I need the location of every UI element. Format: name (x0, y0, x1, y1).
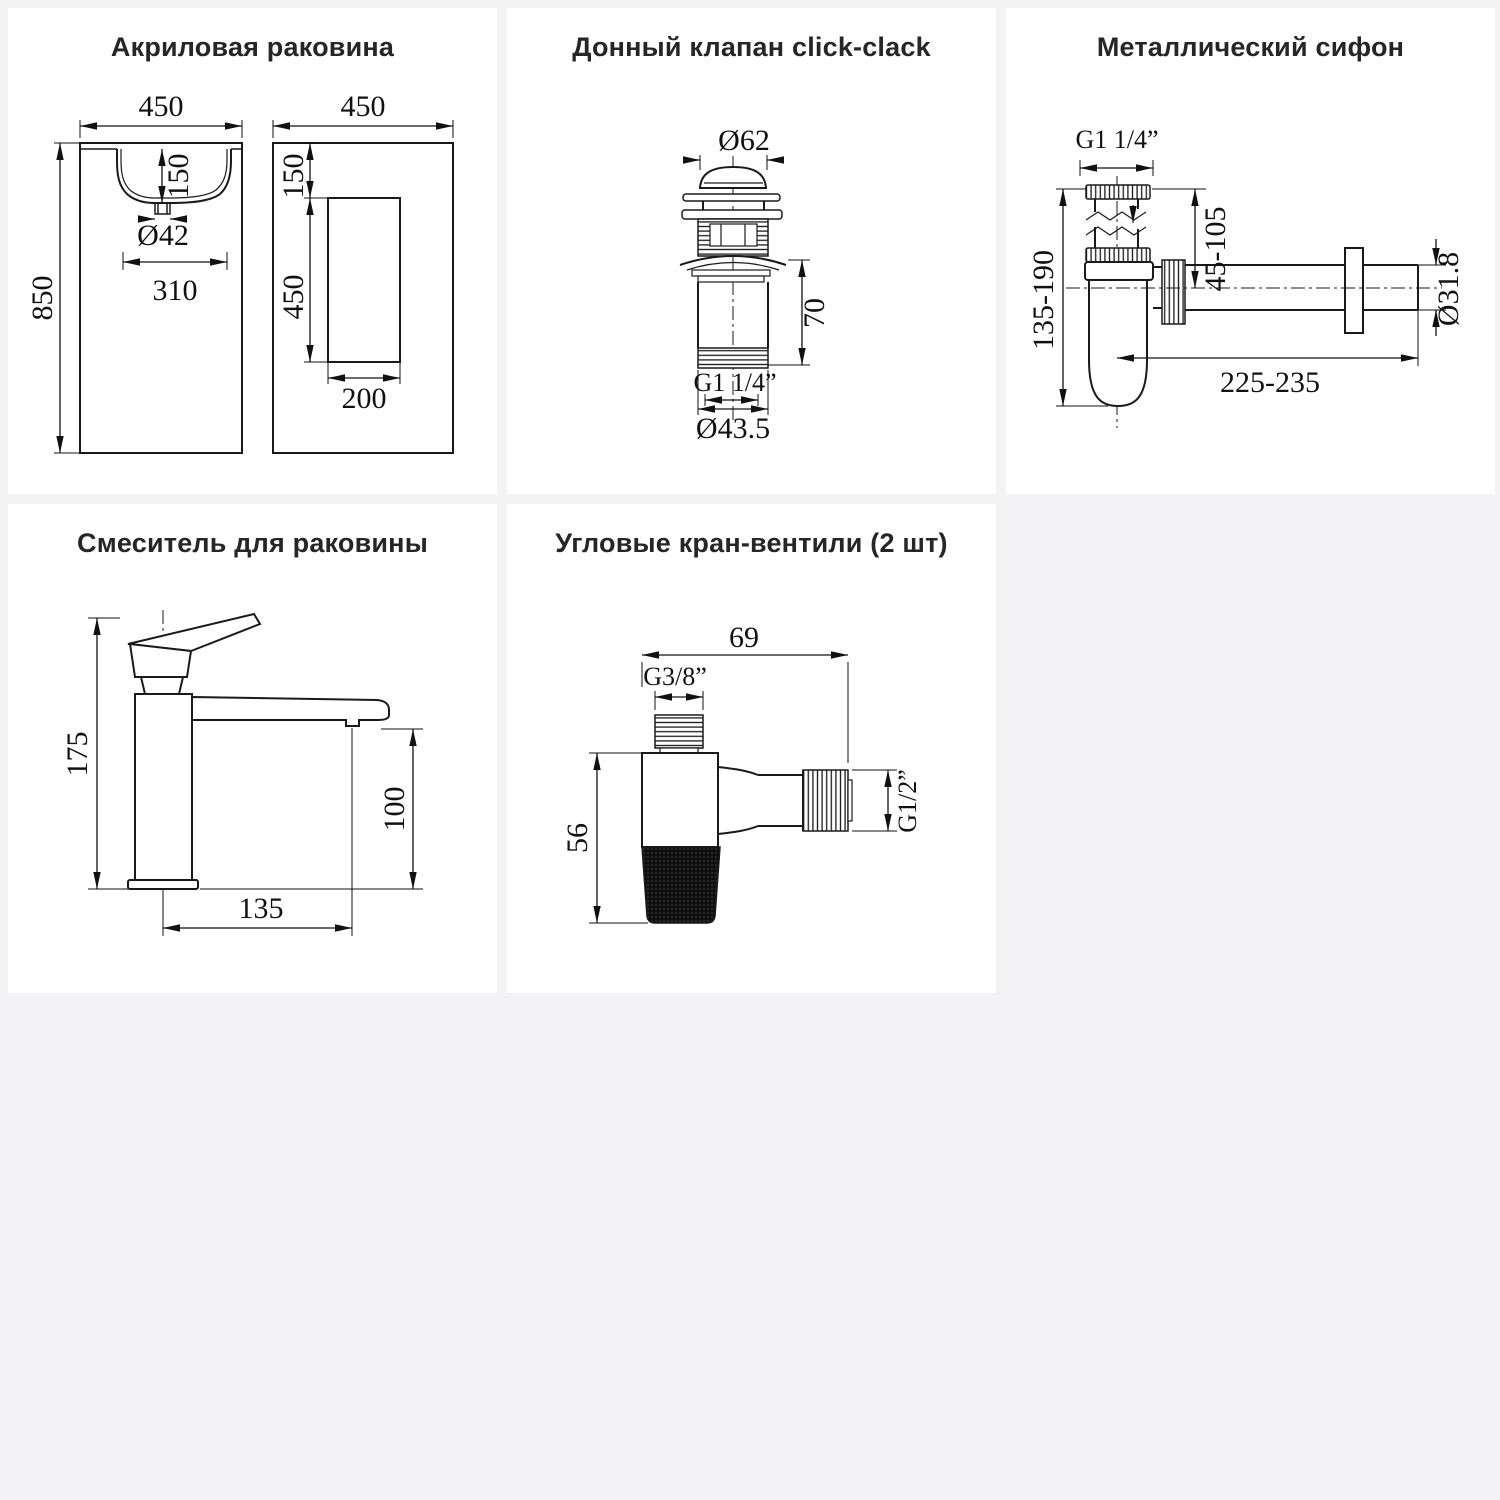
dim-pedestal-width: 200 (341, 382, 387, 415)
dim-front-width: 450 (138, 90, 184, 123)
dim-cap-diameter: Ø62 (718, 124, 770, 157)
drain-valve-drawing (507, 8, 996, 494)
dim-outlet-thread: G1/2” (893, 769, 922, 833)
panel-title: Донный клапан click-clack (572, 32, 931, 62)
dim-side-width: 450 (340, 90, 386, 123)
sink-drawing (8, 8, 497, 494)
spec-sheet-grid (8, 8, 1495, 993)
mixer-drawing (8, 504, 497, 993)
panel-mixer (8, 504, 497, 993)
dim-pedestal-top-offset: 150 (277, 153, 310, 199)
dim-total-height-range: 135-190 (1027, 250, 1060, 350)
dim-inlet-height-range: 45-105 (1199, 206, 1232, 292)
dim-total-height: 175 (61, 731, 94, 777)
panel-angle-valves (507, 504, 996, 993)
dim-inlet-thread: G3/8” (643, 662, 707, 691)
panel-title: Смеситель для раковины (77, 528, 428, 558)
panel-title: Угловые кран-вентили (2 шт) (555, 528, 948, 558)
angle-valve-drawing (507, 504, 996, 993)
dim-basin-depth: 150 (162, 153, 195, 199)
dim-body-height: 70 (798, 298, 831, 328)
siphon-drawing (1006, 8, 1495, 494)
panel-drain-valve (507, 8, 996, 494)
dim-drain-diameter: Ø42 (137, 219, 189, 252)
panel-siphon (1006, 8, 1495, 494)
dim-spout-reach: 135 (238, 892, 284, 925)
dim-pedestal-height: 450 (277, 274, 310, 320)
dim-front-height: 850 (26, 275, 59, 321)
dim-pipe-length-range: 225-235 (1220, 366, 1320, 399)
empty-cell (1006, 504, 1495, 993)
panel-title: Акриловая раковина (110, 32, 395, 62)
dim-spout-height: 100 (378, 786, 411, 832)
panel-title: Металлический сифон (1096, 32, 1405, 62)
dim-body-height: 56 (561, 823, 594, 853)
panel-acrylic-sink (8, 8, 497, 494)
dim-inlet-thread: G1 1/4” (1075, 125, 1159, 154)
dim-flange-diameter: Ø43.5 (695, 412, 771, 445)
dim-body-width: 69 (729, 621, 759, 654)
dim-thread: G1 1/4” (693, 368, 777, 397)
dim-pipe-diameter: Ø31.8 (1432, 251, 1465, 327)
dim-basin-width: 310 (152, 274, 198, 307)
